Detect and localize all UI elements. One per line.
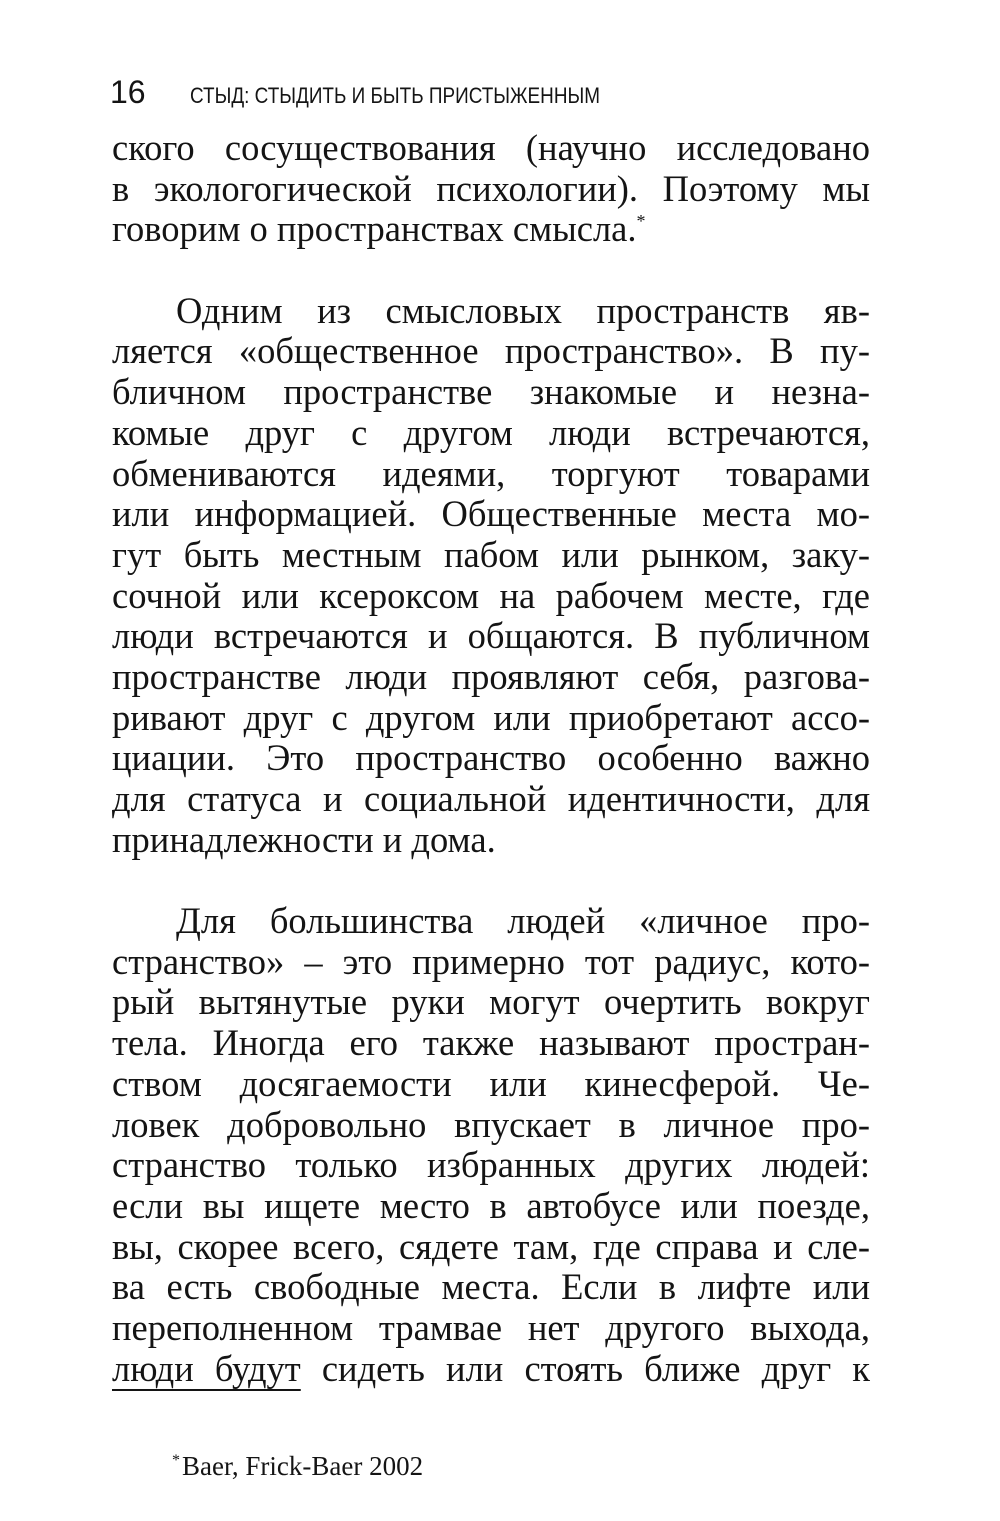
footnote-marker: * (172, 1452, 180, 1469)
footnote-text: Baer, Frick-Baer 2002 (182, 1451, 424, 1481)
text-line: тела. Иногда его также называют простран- (112, 1022, 870, 1064)
text-line-content: сидеть или стоять ближе друг к (300, 1347, 870, 1389)
text-line: принадлежности и дома. (112, 818, 496, 860)
text-line: бличном пространстве знакомые и незна- (112, 371, 870, 413)
text-line: переполненном трамвае нет другого выхода, (112, 1306, 870, 1348)
underlined-phrase: люди будут (112, 1347, 301, 1389)
text-line: ривают друг с другом или приобретают ассо- (112, 696, 870, 738)
text-line-content: говорим о пространствах смысла. (112, 208, 637, 250)
text-line: Одним из смысловых пространств яв- (176, 289, 870, 331)
text-line (112, 1349, 870, 1390)
text-line: люди встречаются и общаются. В публичном (112, 615, 870, 657)
paragraph-gap (112, 860, 870, 901)
text-line: вы, скорее всего, сядете там, где справа и сле- (112, 1225, 870, 1267)
text-line: странство» – это примерно тот радиус, кото- (112, 940, 870, 982)
text-line: странство только избранных других людей: (112, 1144, 870, 1186)
text-line: комые друг с другом люди встречаются, (112, 411, 870, 453)
text-line: или информацией. Общественные места мо- (112, 493, 870, 535)
footnote-marker: * (636, 211, 646, 232)
text-line: Для большинства людей «личное про- (176, 900, 870, 942)
text-line: рый вытянутые руки могут очертить вокруг (112, 981, 870, 1023)
paragraph-gap (112, 250, 870, 291)
text-line (112, 209, 870, 250)
text-line: если вы ищете место в автобусе или поезде, (112, 1184, 870, 1226)
body-text (112, 128, 870, 1389)
footnote (172, 1450, 423, 1482)
text-line: ва есть свободные места. Если в лифте или (112, 1266, 870, 1308)
text-line: пространстве люди проявляют себя, разгова- (112, 655, 870, 697)
text-line: в экологогической психологии). Поэтому мы (112, 167, 870, 209)
running-title: СТЫД: СТЫДИТЬ И БЫТЬ ПРИСТЫЖЕННЫМ (189, 83, 600, 108)
text-line: гут быть местным пабом или рынком, заку- (112, 533, 870, 575)
text-line: ляется «общественное пространство». В пу- (112, 330, 870, 372)
text-line: ского сосуществования (научно исследовано (112, 127, 870, 168)
page-number: 16 (110, 74, 146, 110)
text-line: ловек добровольно впускает в личное про- (112, 1103, 870, 1145)
text-line: сочной или ксероксом на рабочем месте, где (112, 574, 870, 616)
text-line: ством досягаемости или кинесферой. Че- (112, 1062, 870, 1104)
text-line: для статуса и социальной идентичности, для (112, 778, 870, 819)
text-line: циации. Это пространство особенно важно (112, 737, 870, 779)
text-line: обмениваются идеями, торгуют товарами (112, 452, 870, 494)
running-head (110, 74, 870, 114)
